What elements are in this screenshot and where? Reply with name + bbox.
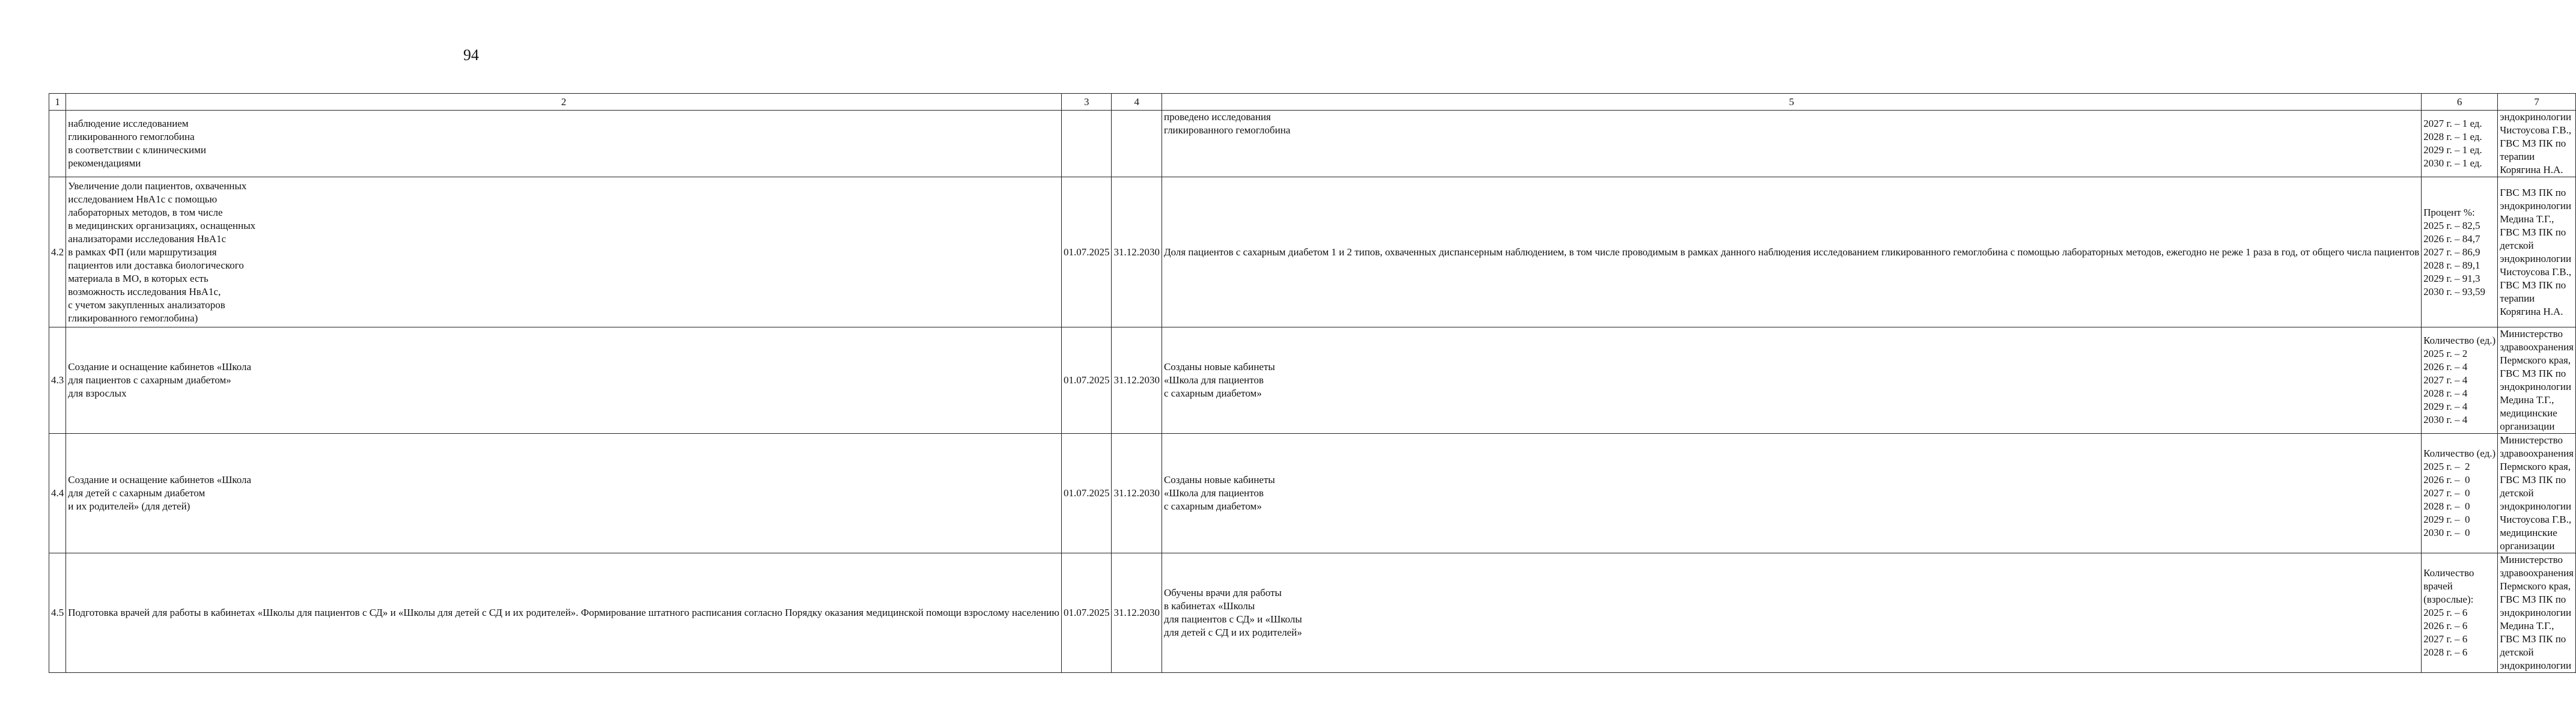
start-date-cell: 01.07.2025 — [1061, 177, 1112, 327]
row-number — [49, 111, 66, 177]
end-date-cell: 31.12.2030 — [1112, 177, 1162, 327]
row-number: 4.5 — [49, 553, 66, 673]
column-number-header: 2 — [66, 94, 1062, 111]
column-number-header: 5 — [1162, 94, 2421, 111]
result-cell: Созданы новые кабинеты «Школа для пациентов с сахарным диабетом» — [1162, 434, 2421, 553]
activity-cell: Создание и оснащение кабинетов «Школа для пациентов с сахарным диабетом» для взрослых — [66, 327, 1062, 434]
table-row — [49, 177, 2576, 327]
end-date-cell: 31.12.2030 — [1112, 434, 1162, 553]
responsible-cell: Министерство здравоохранения Пермского края, ГВС МЗ ПК по детской эндокринологии Чистоусова Г.В., медицинские организации — [2498, 434, 2576, 553]
column-number-header: 1 — [49, 94, 66, 111]
result-cell: Созданы новые кабинеты «Школа для пациентов с сахарным диабетом» — [1162, 327, 2421, 434]
measures-table — [49, 93, 2576, 673]
result-cell: проведено исследования гликированного гемоглобина — [1162, 111, 2421, 177]
result-cell: Доля пациентов с сахарным диабетом 1 и 2 типов, охваченных диспансерным наблюдением, в том числе проводимым в рамках данного наблюдения исследованием гликированного гемоглобина с помощью лабораторных методов, ежегодно не реже 1 раза в год, от общего числа пациентов — [1162, 177, 2421, 327]
start-date-cell: 01.07.2025 — [1061, 553, 1112, 673]
row-number: 4.2 — [49, 177, 66, 327]
row-number: 4.4 — [49, 434, 66, 553]
indicator-cell: Количество (ед.) 2025 г. – 2 2026 г. – 4 2027 г. – 4 2028 г. – 4 2029 г. – 4 2030 г. – 4 — [2422, 327, 2498, 434]
end-date-cell: 31.12.2030 — [1112, 553, 1162, 673]
column-number-header: 4 — [1112, 94, 1162, 111]
indicator-cell: Процент %: 2025 г. – 82,5 2026 г. – 84,7 2027 г. – 86,9 2028 г. – 89,1 2029 г. – 91,3 2030 г. – 93,59 — [2422, 177, 2498, 327]
start-date-cell — [1061, 111, 1112, 177]
end-date-cell — [1112, 111, 1162, 177]
table-row — [49, 327, 2576, 434]
row-number: 4.3 — [49, 327, 66, 434]
indicator-cell: 2027 г. – 1 ед. 2028 г. – 1 ед. 2029 г. – 1 ед. 2030 г. – 1 ед. — [2422, 111, 2498, 177]
start-date-cell: 01.07.2025 — [1061, 434, 1112, 553]
end-date-cell: 31.12.2030 — [1112, 327, 1162, 434]
result-cell: Обучены врачи для работы в кабинетах «Школы для пациентов с СД» и «Школы для детей с СД и их родителей» — [1162, 553, 2421, 673]
responsible-cell: ГВС МЗ ПК по эндокринологии Медина Т.Г., ГВС МЗ ПК по детской эндокринологии Чистоусова Г.В., ГВС МЗ ПК по терапии Корягина Н.А. — [2498, 177, 2576, 327]
activity-cell: Подготовка врачей для работы в кабинетах «Школы для пациентов с СД» и «Школы для детей с СД и их родителей». Формирование штатного расписания согласно Порядку оказания медицинской помощи взрослому населению — [66, 553, 1062, 673]
start-date-cell: 01.07.2025 — [1061, 327, 1112, 434]
page-number: 94 — [463, 46, 479, 64]
indicator-cell: Количество (ед.) 2025 г. – 2 2026 г. – 0 2027 г. – 0 2028 г. – 0 2029 г. – 0 2030 г. – 0 — [2422, 434, 2498, 553]
table-row — [49, 553, 2576, 673]
responsible-cell: эндокринологии Чистоусова Г.В., ГВС МЗ ПК по терапии Корягина Н.А. — [2498, 111, 2576, 177]
activity-cell: наблюдение исследованием гликированного гемоглобина в соответствии с клиническими рекомендациями — [66, 111, 1062, 177]
table-row — [49, 111, 2576, 177]
indicator-cell: Количество врачей (взрослые): 2025 г. – 6 2026 г. – 6 2027 г. – 6 2028 г. – 6 — [2422, 553, 2498, 673]
column-number-header: 6 — [2422, 94, 2498, 111]
column-number-row — [49, 94, 2576, 111]
table-row — [49, 434, 2576, 553]
activity-cell: Создание и оснащение кабинетов «Школа для детей с сахарным диабетом и их родителей» (для детей) — [66, 434, 1062, 553]
column-number-header: 7 — [2498, 94, 2576, 111]
activity-cell: Увеличение доли пациентов, охваченных исследованием НвА1с с помощью лабораторных методов, в том числе в медицинских организациях, оснащенных анализаторами исследования НвА1с в рамках ФП (или маршрутизация пациентов или доставка биологического материала в МО, в которых есть возможность исследования НвА1с, с учетом закупленных анализаторов гликированного гемоглобина) — [66, 177, 1062, 327]
column-number-header: 3 — [1061, 94, 1112, 111]
responsible-cell: Министерство здравоохранения Пермского края, ГВС МЗ ПК по эндокринологии Медина Т.Г., медицинские организации — [2498, 327, 2576, 434]
responsible-cell: Министерство здравоохранения Пермского края, ГВС МЗ ПК по эндокринологии Медина Т.Г., ГВС МЗ ПК по детской эндокринологии — [2498, 553, 2576, 673]
